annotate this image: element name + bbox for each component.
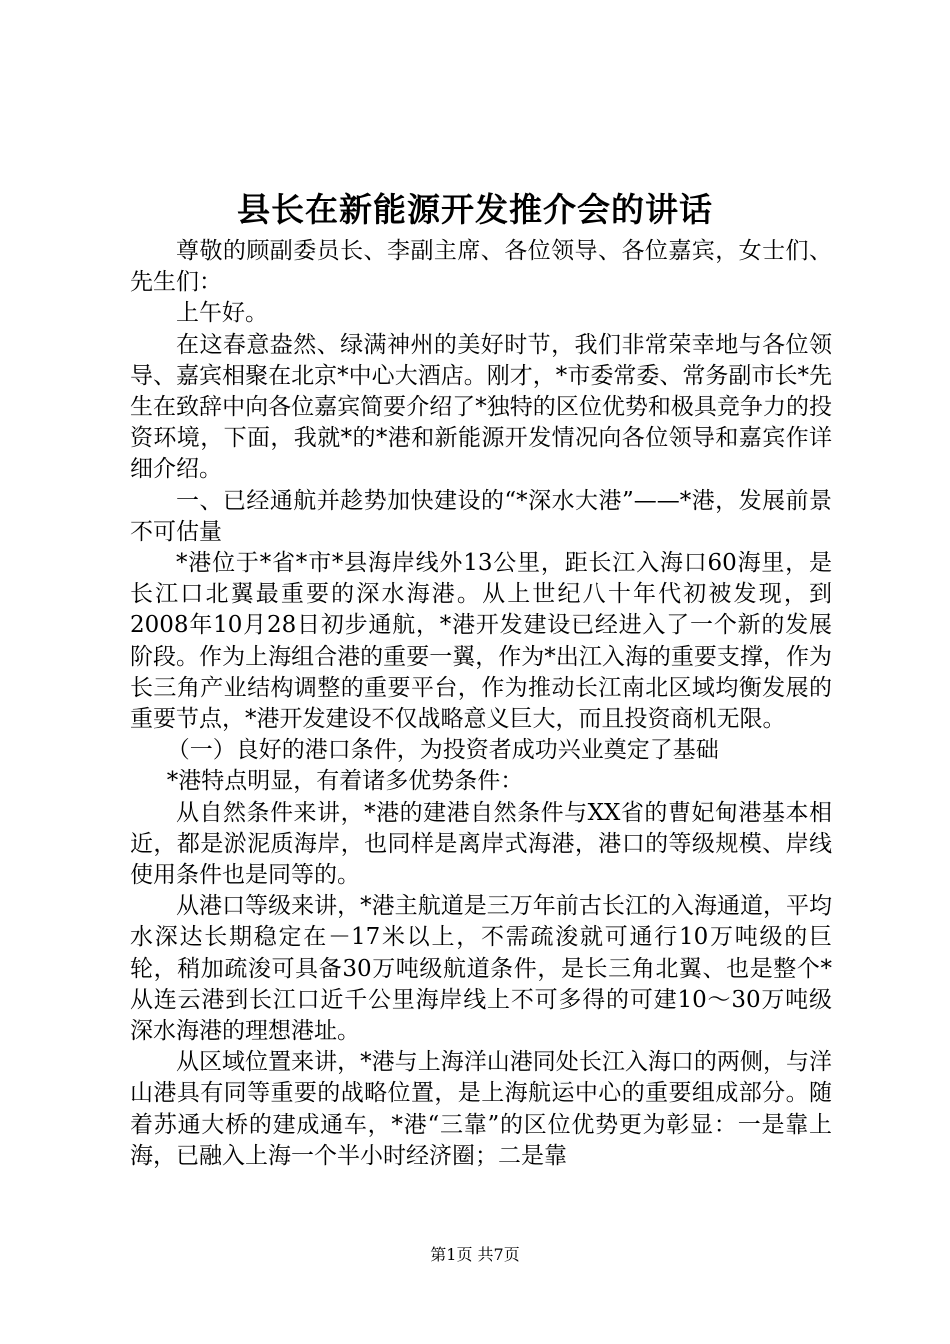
salutation-paragraph: 尊敬的顾副委员长、李副主席、各位领导、各位嘉宾，女士们、先生们：	[130, 238, 832, 296]
page-footer: 第1页 共7页	[430, 1245, 520, 1264]
subsection-heading-1: （一）良好的港口条件，为投资者成功兴业奠定了基础	[166, 737, 719, 764]
natural-conditions-paragraph: 从自然条件来讲，*港的建港自然条件与XX省的曹妃甸港基本相近，都是淤泥质海岸，也同样是离岸式海港，港口的等级规模、岸线使用条件也是同等的。	[130, 799, 832, 889]
intro-paragraph: 在这春意盎然、绿满神州的美好时节，我们非常荣幸地与各位领导、嘉宾相聚在北京*中心大酒店。刚才，*市委常委、常务副市长*先生在致辞中向各位嘉宾简要介绍了*独特的区位优势和极具竞争力的投资环境，下面，我就*的*港和新能源开发情况向各位领导和嘉宾作详细介绍。	[130, 331, 832, 483]
port-features-paragraph: *港特点明显，有着诸多优势条件：	[166, 768, 524, 795]
document-body	[130, 236, 832, 1172]
section-heading-1: 一、已经通航并趁势加快建设的“*深水大港”——*港，发展前景不可估量	[130, 487, 832, 545]
regional-location-paragraph: 从区域位置来讲，*港与上海洋山港同处长江入海口的两侧，与洋山港具有同等重要的战略位置，是上海航运中心的重要组成部分。随着苏通大桥的建成通车，*港“三靠”的区位优势更为彰显：一是靠上海，已融入上海一个半小时经济圈；二是靠	[130, 1049, 832, 1169]
document-title: 县长在新能源开发推介会的讲话	[237, 190, 713, 229]
port-grade-paragraph: 从港口等级来讲，*港主航道是三万年前古长江的入海通道，平均水深达长期稳定在－17米以上，不需疏浚就可通行10万吨级的巨轮，稍加疏浚可具备30万吨级航道条件，是长三角北翼、也是整个*从连云港到长江口近千公里海岸线上不可多得的可建10～30万吨级深水海港的理想港址。	[130, 893, 832, 1045]
greeting-paragraph: 上午好。	[176, 300, 268, 327]
port-overview-paragraph: *港位于*省*市*县海岸线外13公里，距长江入海口60海里，是长江口北翼最重要的深水海港。从上世纪八十年代初被发现，到2008年10月28日初步通航，*港开发建设已经进入了一个新的发展阶段。作为上海组合港的重要一翼，作为*出江入海的重要支撑，作为长三角产业结构调整的重要平台，作为推动长江南北区域均衡发展的重要节点，*港开发建设不仅战略意义巨大，而且投资商机无限。	[130, 550, 832, 733]
